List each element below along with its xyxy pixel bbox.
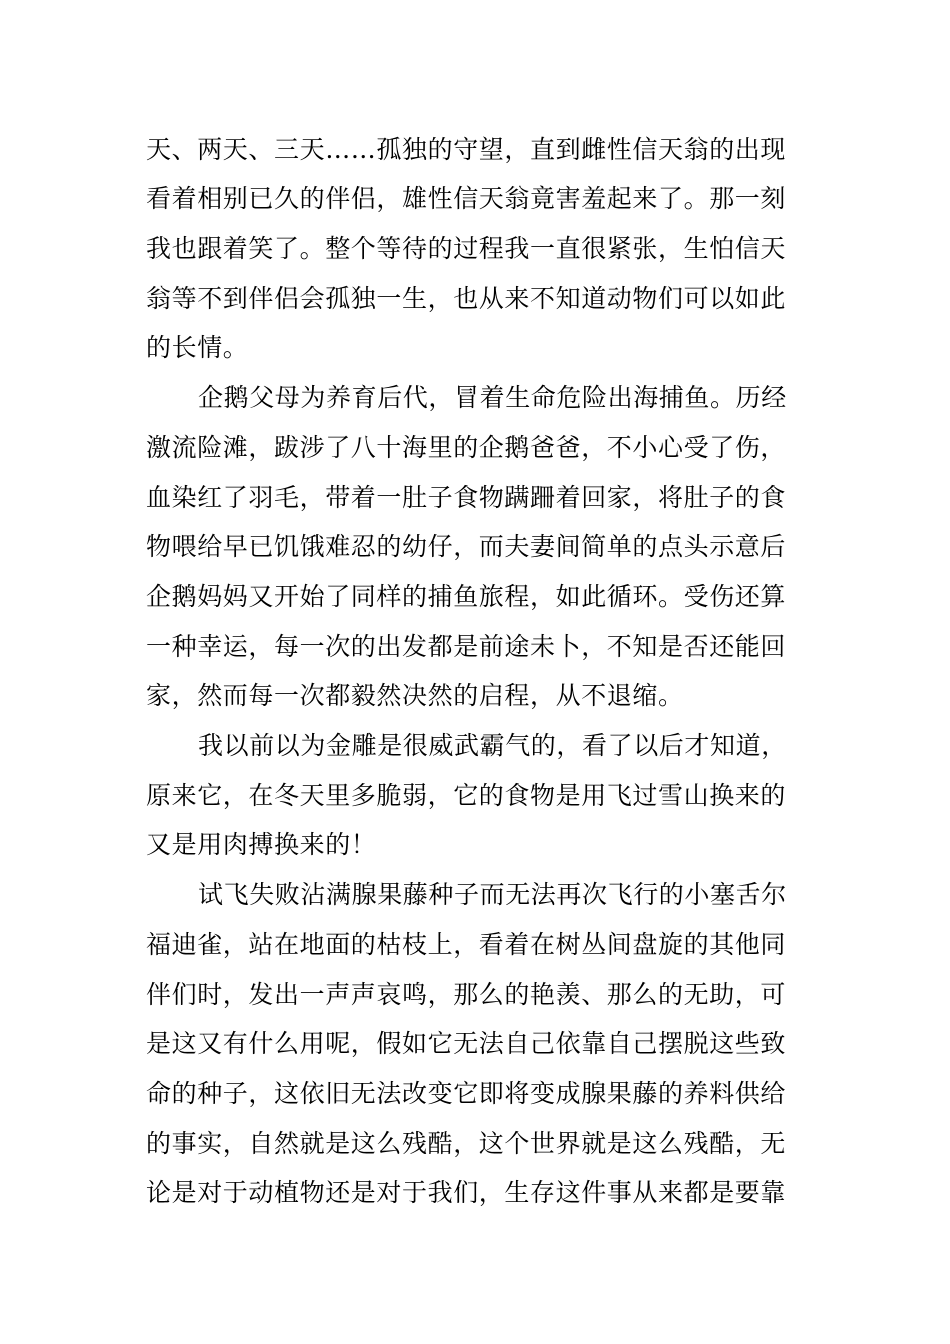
text-line: 又是用肉搏换来的！ [146,830,377,859]
text-line: 论是对于动植物还是对于我们，生存这件事从来都是要靠 [146,1178,787,1207]
text-line: 福迪雀，站在地面的枯枝上，看着在树丛间盘旋的其他同 [146,930,787,959]
text-line: 企鹅妈妈又开始了同样的捕鱼旅程，如此循环。受伤还算 [146,582,787,611]
text-line: 家，然而每一次都毅然决然的启程，从不退缩。 [146,681,684,710]
text-line: 血染红了羽毛，带着一肚子食物蹒跚着回家，将肚子的食 [146,483,787,512]
text-line: 天、两天、三天……孤独的守望，直到雌性信天翁的出现 [146,135,787,164]
paragraph-first-line: 企鹅父母为养育后代，冒着生命危险出海捕鱼。历经 [198,383,787,412]
text-line: 翁等不到伴侣会孤独一生，也从来不知道动物们可以如此 [146,284,787,313]
text-line: 我也跟着笑了。整个等待的过程我一直很紧张，生怕信天 [146,234,787,263]
text-line: 是这又有什么用呢，假如它无法自己依靠自己摆脱这些致 [146,1029,787,1058]
text-line: 的长情。 [146,333,249,362]
paragraph-first-line: 我以前以为金雕是很威武霸气的，看了以后才知道， [198,731,787,760]
text-line: 物喂给早已饥饿难忍的幼仔，而夫妻间简单的点头示意后 [146,532,787,561]
text-line: 激流险滩，跋涉了八十海里的企鹅爸爸，不小心受了伤， [146,433,787,462]
text-line: 伴们时，发出一声声哀鸣，那么的艳羡、那么的无助，可 [146,980,787,1009]
text-line: 的事实，自然就是这么残酷，这个世界就是这么残酷，无 [146,1129,787,1158]
text-line: 原来它，在冬天里多脆弱，它的食物是用飞过雪山换来的 [146,781,787,810]
text-line: 命的种子，这依旧无法改变它即将变成腺果藤的养料供给 [146,1079,787,1108]
paragraph-first-line: 试飞失败沾满腺果藤种子而无法再次飞行的小塞舌尔 [198,880,787,909]
text-line: 一种幸运，每一次的出发都是前途未卜，不知是否还能回 [146,632,787,661]
text-line: 看着相别已久的伴侣，雄性信天翁竟害羞起来了。那一刻 [146,184,787,213]
